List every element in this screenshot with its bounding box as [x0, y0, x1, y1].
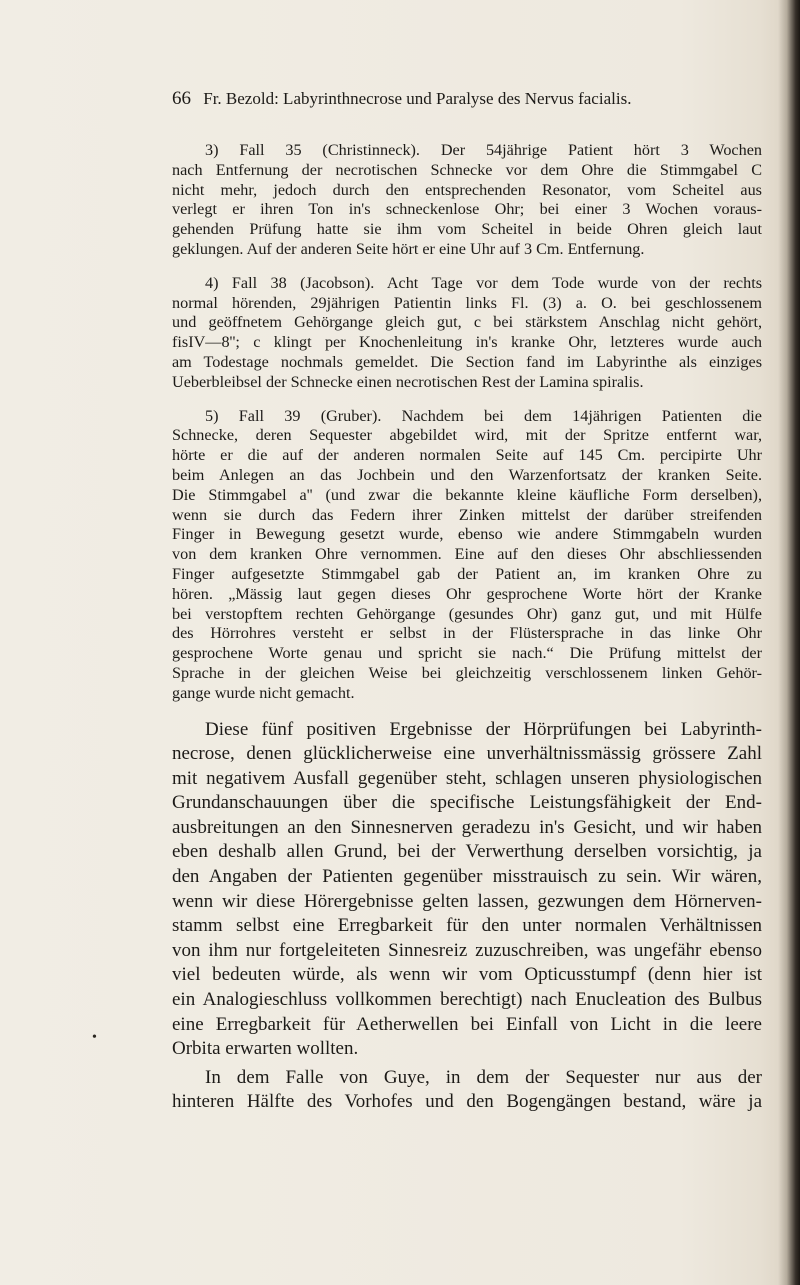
text-line: Schnecke, deren Sequester abgebildet wird, mit der Spritze entfernt war,	[172, 426, 762, 445]
text-line: am Todestage nochmals gemeldet. Die Section fand im Labyrinthe als einziges	[172, 352, 762, 371]
text-line: viel bedeuten würde, als wenn wir vom Opticusstumpf (denn hier ist	[172, 964, 762, 986]
case-report-39	[172, 407, 762, 704]
text-line: wenn sie durch das Federn ihrer Zinken mittelst der darüber streifenden	[172, 505, 762, 524]
text-line: Ueberbleibsel der Schnecke einen necrotischen Rest der Lamina spiralis.	[172, 372, 644, 391]
running-title: Fr. Bezold: Labyrinthnecrose und Paralyse des Nervus facialis.	[203, 89, 632, 108]
text-line: fisIV—8''; c klingt per Knochenleitung in's kranke Ohr, letzteres wurde auch	[172, 333, 762, 352]
text-line: hören. „Mässig laut gegen dieses Ohr gesprochene Worte hört der Kranke	[172, 584, 762, 603]
text-line: 3) Fall 35 (Christinneck). Der 54jährige Patient hört 3 Wochen	[205, 141, 762, 159]
text-line: Die Stimmgabel a'' (und zwar die bekannte kleine käufliche Form derselben),	[172, 485, 762, 504]
book-binding-shadow	[778, 0, 800, 1285]
text-line: Grundanschauungen über die specifische Leistungsfähigkeit der End-	[172, 792, 762, 814]
text-line: geklungen. Auf der anderen Seite hört er eine Uhr auf 3 Cm. Entfernung.	[172, 239, 645, 258]
guye-paragraph	[172, 1066, 762, 1115]
text-line: Finger aufgesetzte Stimmgabel gab der Patient an, im kranken Ohre zu	[172, 564, 762, 583]
text-line: verlegt er ihren Ton in's schneckenlose Ohr; bei einer 3 Wochen voraus-	[172, 200, 762, 219]
text-line: ausbreitungen an den Sinnesnerven geradezu in's Gesicht, und wir haben	[172, 816, 762, 838]
text-line: 4) Fall 38 (Jacobson). Acht Tage vor dem Tode wurde von der rechts	[205, 273, 762, 292]
text-line: nicht mehr, jedoch durch den entsprechenden Resonator, vom Scheitel aus	[172, 180, 762, 199]
text-line: Diese fünf positiven Ergebnisse der Hörprüfungen bei Labyrinth-	[205, 718, 762, 740]
case-report-38	[172, 274, 762, 393]
text-line: hinteren Hälfte des Vorhofes und den Bogengängen bestand, wäre ja	[172, 1091, 762, 1113]
text-line: necrose, denen glücklicherweise eine unverhältnissmässig grössere Zahl	[172, 743, 762, 765]
text-line: In dem Falle von Guye, in dem der Sequester nur aus der	[205, 1066, 762, 1088]
text-line: des Hörrohres versteht er selbst in der Flüstersprache in das linke Ohr	[172, 624, 762, 643]
margin-stain: •	[92, 1030, 97, 1045]
text-line: gesprochene Worte genau und spricht sie nach.“ Die Prüfung mittelst der	[172, 644, 762, 663]
page-number: 66	[172, 88, 191, 109]
text-line: mit negativem Ausfall gegenüber steht, schlagen unseren physiologischen	[172, 767, 762, 789]
text-line: wenn wir diese Hörergebnisse gelten lassen, gezwungen dem Hörnerven-	[172, 890, 762, 912]
text-line: stamm selbst eine Erregbarkeit für den unter normalen Verhältnissen	[172, 915, 762, 937]
text-line: ein Analogieschluss vollkommen berechtigt) nach Enucleation des Bulbus	[172, 989, 762, 1011]
text-line: eine Erregbarkeit für Aetherwellen bei Einfall von Licht in die leere	[172, 1013, 762, 1035]
text-line: 5) Fall 39 (Gruber). Nachdem bei dem 14jährigen Patienten die	[205, 406, 762, 425]
text-line: hörte er die auf der anderen normalen Seite auf 145 Cm. percipirte Uhr	[172, 446, 762, 465]
text-line: gehenden Prüfung hatte sie ihm vom Scheitel in beide Ohren gleich laut	[172, 220, 762, 239]
text-line: normal hörenden, 29jährigen Patientin links Fl. (3) a. O. bei geschlossenem	[172, 293, 762, 312]
text-line: und geöffnetem Gehörgange gleich gut, c bei stärkstem Anschlag nicht gehört,	[172, 313, 762, 332]
text-line: nach Entfernung der necrotischen Schnecke vor dem Ohre die Stimmgabel C	[172, 160, 762, 179]
page-body	[172, 141, 762, 1115]
discussion-paragraph	[172, 718, 762, 1062]
text-line: Finger in Bewegung gesetzt wurde, ebenso wie andere Stimmgabeln wurden	[172, 525, 762, 544]
text-line: von dem kranken Ohre vernommen. Eine auf den dieses Ohr abschliessenden	[172, 545, 762, 564]
case-report-35	[172, 141, 762, 260]
text-line: bei verstopftem rechten Gehörgange (gesundes Ohr) ganz gut, und mit Hülfe	[172, 604, 762, 623]
text-line: eben deshalb allen Grund, bei der Verwerthung derselben vorsichtig, ja	[172, 841, 762, 863]
text-line: den Angaben der Patienten gegenüber misstrauisch zu sein. Wir wären,	[172, 866, 762, 888]
text-line: Orbita erwarten wollten.	[172, 1038, 359, 1060]
running-header	[172, 88, 772, 110]
text-line: Sprache in der gleichen Weise bei gleichzeitig verschlossenem linken Gehör-	[172, 663, 762, 682]
text-line: gange wurde nicht gemacht.	[172, 683, 355, 702]
text-line: von ihm nur fortgeleiteten Sinnesreiz zuzuschreiben, was ungefähr ebenso	[172, 939, 762, 961]
text-line: beim Anlegen an das Jochbein und den Warzenfortsatz der kranken Seite.	[172, 465, 762, 484]
